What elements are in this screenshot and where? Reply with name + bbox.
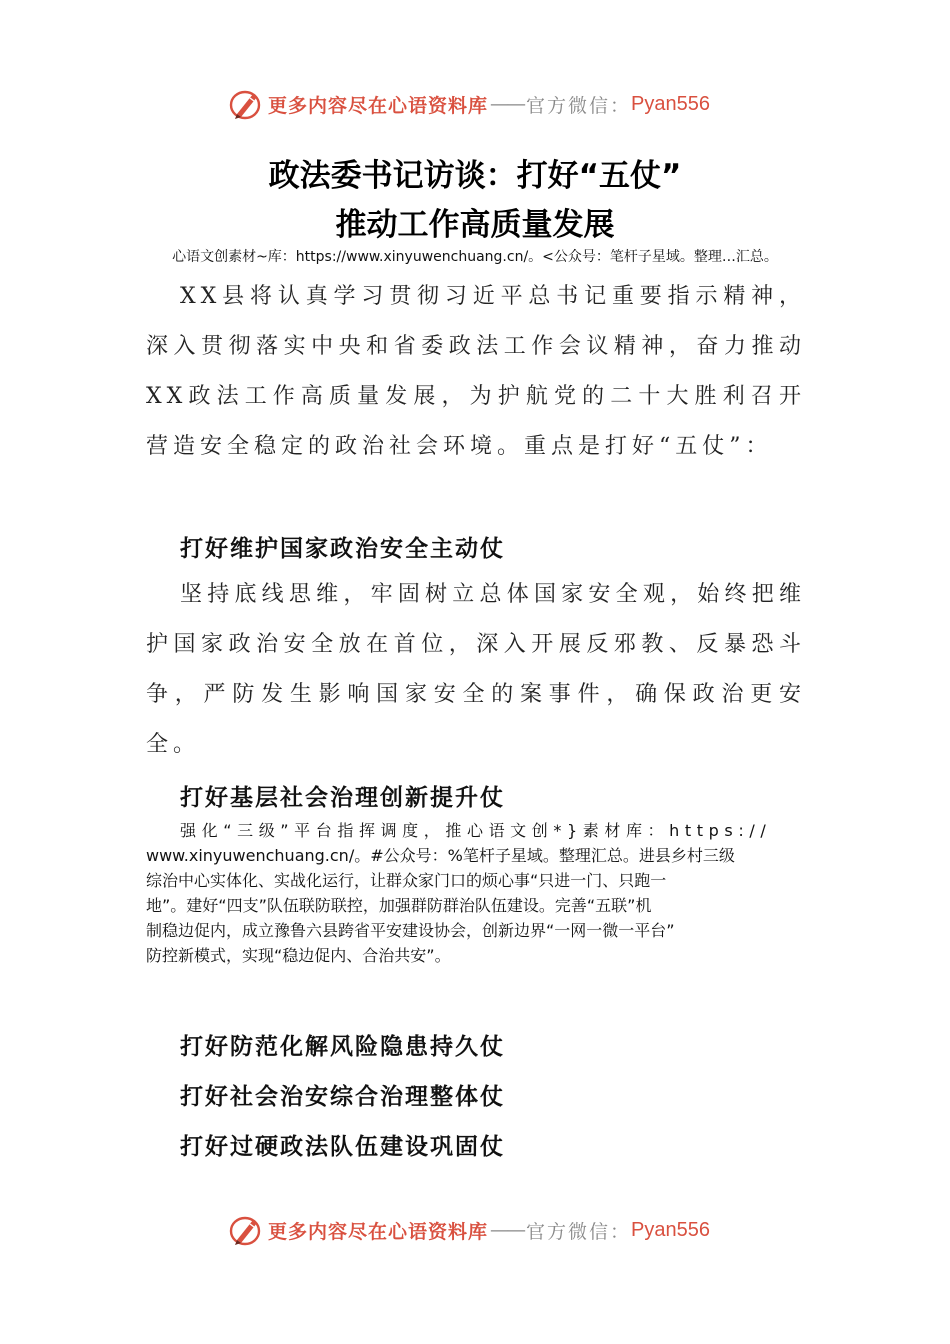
section-body-2-line: 地”。建好“四支”队伍联防联控，加强群防群治队伍建设。完善“五联”机	[146, 896, 652, 915]
banner-dash: ——	[490, 93, 525, 115]
source-note: 心语文创素材~库：https://www.xinyuwenchuang.cn/。<公众号：笔杆子星域。整理…汇总。	[172, 249, 778, 265]
banner-dash: ——	[490, 1219, 525, 1241]
pen-logo-icon	[228, 1212, 264, 1248]
section-body-2-line: www.xinyuwenchuang.cn/。#公众号：%笔杆子星域。整理汇总。进县乡村三级	[146, 846, 735, 865]
section-heading-5: 打好过硬政法队伍建设巩固仗	[180, 1134, 505, 1160]
footer-banner	[228, 1210, 788, 1250]
banner-text: 更多内容尽在心语资料库	[268, 1220, 489, 1243]
banner-wechat-id: Pyan556	[631, 1218, 710, 1241]
page-title-line-1: 政法委书记访谈：打好“五仗”	[268, 158, 682, 194]
section-body-1: 坚持底线思维，牢固树立总体国家安全观，始终把维护国家政治安全放在首位，深入开展反邪教、反暴恐斗争，严防发生影响国家安全的案事件，确保政治更安全。	[146, 582, 806, 757]
banner-label: 官方微信：	[526, 1220, 632, 1243]
pen-logo-icon	[228, 86, 264, 122]
section-heading-4: 打好社会治安综合治理整体仗	[180, 1084, 505, 1110]
section-body-2-line: 防控新模式，实现“稳边促内、合治共安”。	[146, 946, 451, 965]
section-heading-3: 打好防范化解风险隐患持久仗	[180, 1034, 505, 1060]
header-banner	[228, 84, 788, 124]
section-body-2-line: 制稳边促内，成立豫鲁六县跨省平安建设协会，创新边界“一网一微一平台”	[146, 921, 675, 940]
section-body-2	[146, 818, 806, 968]
intro-paragraph: XX县将认真学习贯彻习近平总书记重要指示精神，深入贯彻落实中央和省委政法工作会议精神，奋力推动XX政法工作高质量发展，为护航党的二十大胜利召开营造安全稳定的政治社会环境。重点是打好“五仗”：	[146, 284, 806, 459]
section-heading-1: 打好维护国家政治安全主动仗	[180, 536, 505, 562]
banner-wechat-id: Pyan556	[631, 92, 710, 115]
section-body-2-line: 综治中心实体化、实战化运行，让群众家门口的烦心事“只进一门、只跑一	[146, 871, 667, 890]
section-body-2-line: 强化“三级”平台指挥调度，推心语文创*}素材库：https://	[180, 821, 772, 840]
banner-label: 官方微信：	[526, 94, 632, 117]
banner-text: 更多内容尽在心语资料库	[268, 94, 489, 117]
page-title-line-2: 推动工作高质量发展	[335, 207, 615, 243]
section-heading-2: 打好基层社会治理创新提升仗	[180, 785, 505, 811]
